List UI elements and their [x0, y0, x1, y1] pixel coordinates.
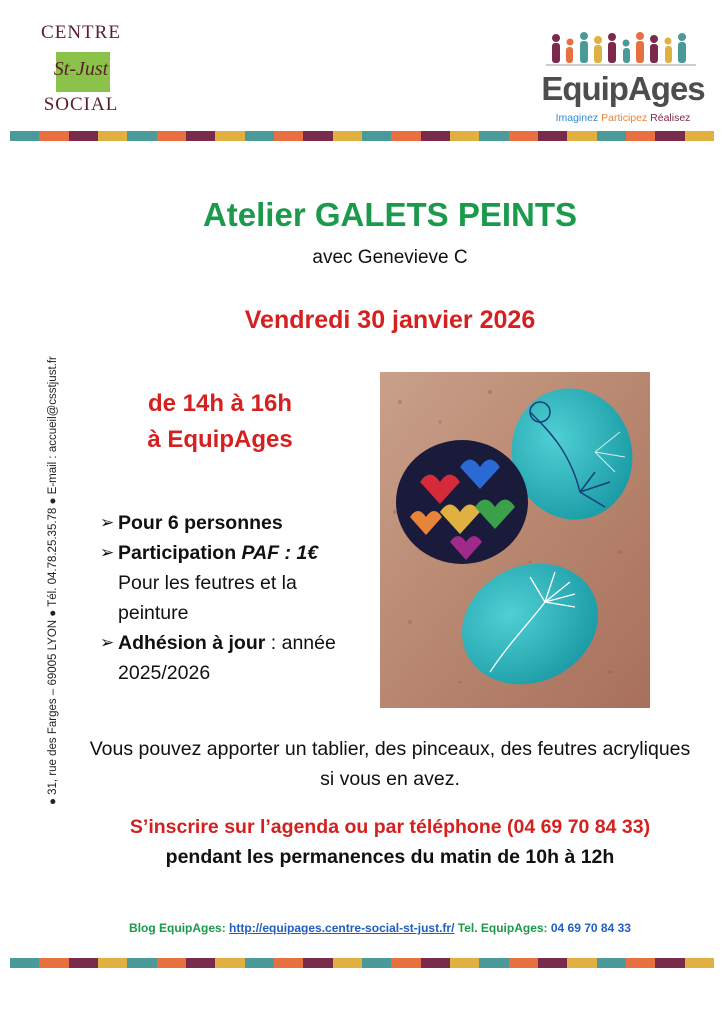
stripe-segment — [303, 131, 332, 141]
stripe-segment — [479, 131, 508, 141]
color-stripe-top — [10, 131, 714, 141]
stripe-segment — [333, 958, 362, 968]
stripe-segment — [685, 958, 714, 968]
stripe-segment — [362, 131, 391, 141]
event-title: Atelier GALETS PEINTS — [202, 196, 578, 233]
item-adhesion-detail: : année 2025/2026 — [118, 632, 336, 684]
painted-stones-photo — [380, 372, 650, 708]
stripe-segment — [567, 131, 596, 141]
stripe-segment — [245, 131, 274, 141]
blog-label: Blog EquipAges: — [129, 921, 230, 935]
stripe-segment — [421, 958, 450, 968]
equipages-logo — [538, 24, 708, 128]
contact-side-text: ● 31, rue des Farges – 69005 LYON ● Tél. 04.78.25.35.78 ● E-mail : accueil@csstjust.fr — [47, 356, 59, 805]
stripe-segment — [362, 958, 391, 968]
stripe-segment — [69, 131, 98, 141]
item-participation-detail: Pour les feutres et la peinture — [118, 572, 297, 624]
stripe-segment — [98, 958, 127, 968]
list-item — [100, 508, 370, 538]
stripe-segment — [39, 958, 68, 968]
stripe-segment — [303, 958, 332, 968]
stripe-segment — [509, 958, 538, 968]
stripe-segment — [245, 958, 274, 968]
stripe-segment — [127, 131, 156, 141]
equipages-tagline — [538, 112, 708, 124]
list-item — [100, 628, 370, 688]
stripe-segment — [215, 131, 244, 141]
logo-line-social: SOCIAL — [43, 94, 119, 115]
arrow-bullet-icon: ➢ — [100, 513, 115, 532]
event-time-place — [120, 386, 320, 458]
stripe-segment — [655, 131, 684, 141]
event-place: à EquipAges — [147, 426, 293, 453]
tel-label: Tel. EquipAges: — [454, 921, 551, 935]
stripe-segment — [509, 131, 538, 141]
stripe-segment — [567, 958, 596, 968]
stripe-segment — [98, 131, 127, 141]
tagline-imaginez: Imaginez — [555, 112, 599, 124]
stripe-segment — [157, 131, 186, 141]
stripe-segment — [685, 131, 714, 141]
permanences-text: pendant les permanences du matin de 10h à 12h — [165, 846, 615, 868]
stripe-segment — [538, 958, 567, 968]
item-adhesion: Adhésion à jour — [118, 632, 266, 654]
centre-social-logo — [30, 22, 132, 120]
stripe-segment — [626, 131, 655, 141]
stripe-segment — [421, 131, 450, 141]
stripe-segment — [10, 131, 39, 141]
stripe-segment — [538, 131, 567, 141]
tagline-participez: Participez — [601, 112, 648, 124]
arrow-bullet-icon: ➢ — [100, 633, 115, 652]
list-item — [100, 538, 370, 628]
stripe-segment — [333, 131, 362, 141]
stripe-segment — [450, 958, 479, 968]
tel-number: 04 69 70 84 33 — [550, 921, 631, 935]
arrow-bullet-icon: ➢ — [100, 543, 115, 562]
people-silhouettes-icon — [546, 28, 696, 70]
stripe-segment — [157, 958, 186, 968]
item-capacity: Pour 6 personnes — [118, 512, 283, 534]
stripe-segment — [215, 958, 244, 968]
logo-line-centre: CENTRE — [41, 22, 121, 43]
blog-link[interactable]: http://equipages.centre-social-st-just.fr/ — [229, 921, 455, 935]
stripe-segment — [10, 958, 39, 968]
stripe-segment — [479, 958, 508, 968]
stripe-segment — [39, 131, 68, 141]
logo-line-st-just: St-Just — [53, 58, 109, 80]
item-paf: PAF : 1€ — [241, 542, 319, 564]
stripe-segment — [127, 958, 156, 968]
details-list — [100, 508, 370, 688]
equipages-title: EquipAges — [541, 70, 705, 107]
event-time: de 14h à 16h — [147, 390, 293, 417]
stripe-segment — [186, 958, 215, 968]
stripe-segment — [274, 131, 303, 141]
stripe-segment — [69, 958, 98, 968]
item-participation: Participation — [118, 542, 242, 564]
stripe-segment — [450, 131, 479, 141]
stripe-segment — [626, 958, 655, 968]
stripe-segment — [597, 958, 626, 968]
event-date: Vendredi 30 janvier 2026 — [244, 306, 536, 334]
stripe-segment — [597, 131, 626, 141]
event-subtitle: avec Genevieve C — [312, 247, 468, 268]
stripe-segment — [391, 131, 420, 141]
note-text: Vous pouvez apporter un tablier, des pinceaux, des feutres acryliques si vous en avez. — [89, 738, 691, 790]
stripe-segment — [655, 958, 684, 968]
stripe-segment — [186, 131, 215, 141]
footer — [60, 921, 700, 935]
stripe-segment — [391, 958, 420, 968]
stripe-segment — [274, 958, 303, 968]
tagline-realisez: Réalisez — [650, 112, 691, 124]
signup-text: S’inscrire sur l’agenda ou par téléphone (04 69 70 84 33) — [129, 816, 651, 838]
color-stripe-bottom — [10, 958, 714, 968]
